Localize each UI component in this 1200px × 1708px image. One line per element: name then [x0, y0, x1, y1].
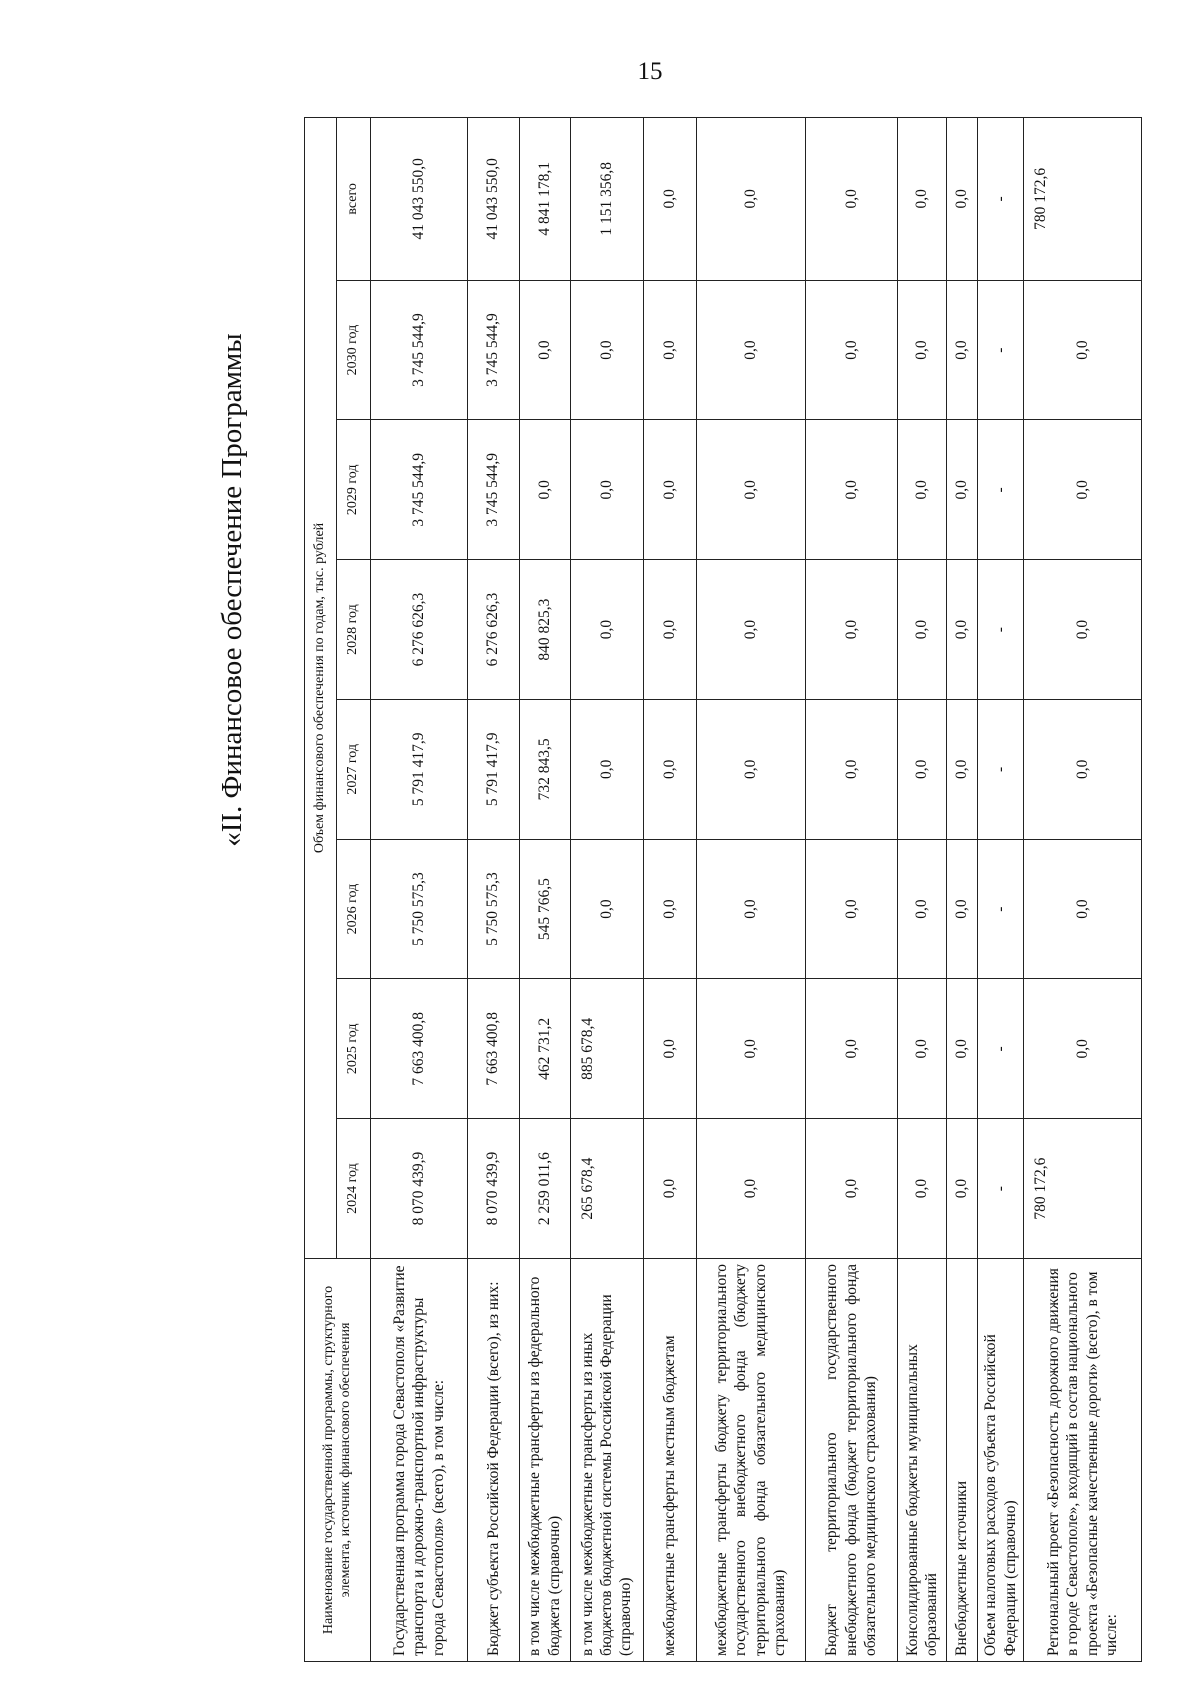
cell-value: 5 791 417,9 — [467, 699, 520, 839]
cell-value: 0,0 — [644, 560, 697, 700]
cell-value: 732 843,5 — [520, 699, 570, 839]
cell-value: 0,0 — [1024, 839, 1142, 979]
cell-value: 0,0 — [946, 699, 978, 839]
table-row — [644, 118, 697, 1662]
cell-value: 0,0 — [570, 699, 644, 839]
row-label: Объем налоговых расходов субъекта Российской Федерации (справочно) — [978, 1258, 1024, 1661]
cell-value: 0,0 — [1024, 979, 1142, 1119]
cell-value: 0,0 — [644, 280, 697, 420]
cell-value: 0,0 — [644, 839, 697, 979]
header-group-title: Объем финансового обеспечения по годам, тыс. рублей — [305, 118, 337, 1259]
cell-value: 0,0 — [570, 560, 644, 700]
cell-value: 0,0 — [898, 699, 946, 839]
row-label: межбюджетные трансферты местным бюджетам — [644, 1258, 697, 1661]
section-title: «II. Финансовое обеспечение Программы — [216, 333, 248, 847]
cell-value: 41 043 550,0 — [467, 118, 520, 281]
cell-value: - — [978, 280, 1024, 420]
header-year-2026: 2026 год — [337, 839, 371, 979]
table-row — [1024, 118, 1142, 1662]
table-row — [696, 118, 805, 1662]
cell-value: 0,0 — [644, 699, 697, 839]
cell-value: - — [978, 1119, 1024, 1259]
cell-value: - — [978, 839, 1024, 979]
header-total: всего — [337, 118, 371, 281]
cell-value: 7 663 400,8 — [371, 979, 468, 1119]
cell-value: 0,0 — [946, 979, 978, 1119]
cell-value: 0,0 — [946, 280, 978, 420]
cell-value: 0,0 — [520, 280, 570, 420]
cell-value: 0,0 — [644, 118, 697, 281]
row-label: Региональный проект «Безопасность дорожного движения в городе Севастополе», входящий в состав национального проекта «Безопасные качественные дороги» (всего), в том числе: — [1024, 1258, 1142, 1661]
cell-value: 0,0 — [696, 839, 805, 979]
table-row — [898, 118, 946, 1662]
cell-value: 0,0 — [805, 280, 897, 420]
row-label: Внебюджетные источники — [946, 1258, 978, 1661]
cell-value: 3 745 544,9 — [371, 420, 468, 560]
cell-value: 0,0 — [696, 1119, 805, 1259]
header-year-2025: 2025 год — [337, 979, 371, 1119]
cell-value: 0,0 — [570, 420, 644, 560]
cell-value: 41 043 550,0 — [371, 118, 468, 281]
cell-value: 6 276 626,3 — [467, 560, 520, 700]
cell-value: - — [978, 560, 1024, 700]
cell-value: 8 070 439,9 — [371, 1119, 468, 1259]
header-year-2028: 2028 год — [337, 560, 371, 700]
table-row — [467, 118, 520, 1662]
header-year-2030: 2030 год — [337, 280, 371, 420]
cell-value: 0,0 — [1024, 420, 1142, 560]
cell-value: 0,0 — [805, 979, 897, 1119]
cell-value: 0,0 — [946, 1119, 978, 1259]
cell-value: 0,0 — [946, 420, 978, 560]
cell-value: 5 791 417,9 — [371, 699, 468, 839]
cell-value: 3 745 544,9 — [467, 280, 520, 420]
cell-value: 2 259 011,6 — [520, 1119, 570, 1259]
cell-value: 840 825,3 — [520, 560, 570, 700]
table-row — [570, 118, 644, 1662]
cell-value: 0,0 — [696, 699, 805, 839]
header-row-group — [305, 118, 337, 1662]
row-label: межбюджетные трансферты бюджету территориального государственного внебюджетного фонда (бюджету территориального фонда обязательного медицинского страхования) — [696, 1258, 805, 1661]
cell-value: 0,0 — [570, 839, 644, 979]
table-row — [978, 118, 1024, 1662]
cell-value: 0,0 — [696, 118, 805, 281]
cell-value: 0,0 — [898, 280, 946, 420]
header-name-column: Наименование государственной программы, структурного элемента, источник финансового обеспечения — [305, 1258, 371, 1661]
cell-value: 0,0 — [644, 979, 697, 1119]
cell-value: 0,0 — [898, 118, 946, 281]
header-year-2027: 2027 год — [337, 699, 371, 839]
cell-value: 780 172,6 — [1024, 1119, 1142, 1259]
cell-value: 0,0 — [696, 420, 805, 560]
cell-value: 6 276 626,3 — [371, 560, 468, 700]
table-row — [520, 118, 570, 1662]
cell-value: 0,0 — [805, 420, 897, 560]
page-number: 15 — [637, 58, 663, 85]
cell-value: 265 678,4 — [570, 1119, 644, 1259]
cell-value: 5 750 575,3 — [467, 839, 520, 979]
cell-value: 0,0 — [1024, 560, 1142, 700]
cell-value: 0,0 — [805, 839, 897, 979]
cell-value: 0,0 — [570, 280, 644, 420]
cell-value: 885 678,4 — [570, 979, 644, 1119]
cell-value: 0,0 — [644, 420, 697, 560]
cell-value: 0,0 — [898, 839, 946, 979]
cell-value: 0,0 — [1024, 280, 1142, 420]
cell-value: 0,0 — [696, 280, 805, 420]
row-label: в том числе межбюджетные трансферты из иных бюджетов бюджетной системы Российской Федерации (справочно) — [570, 1258, 644, 1661]
cell-value: 0,0 — [898, 979, 946, 1119]
cell-value: 0,0 — [805, 560, 897, 700]
cell-value: 0,0 — [1024, 699, 1142, 839]
cell-value: 0,0 — [805, 118, 897, 281]
cell-value: - — [978, 118, 1024, 281]
cell-value: 462 731,2 — [520, 979, 570, 1119]
cell-value: - — [978, 979, 1024, 1119]
cell-value: 0,0 — [696, 560, 805, 700]
cell-value: 3 745 544,9 — [467, 420, 520, 560]
cell-value: 780 172,6 — [1024, 118, 1142, 281]
cell-value: 545 766,5 — [520, 839, 570, 979]
row-label: в том числе межбюджетные трансферты из федерального бюджета (справочно) — [520, 1258, 570, 1661]
row-label: Бюджет территориального государственного внебюджетного фонда (бюджет территориального фонда обязательного медицинского страхования) — [805, 1258, 897, 1661]
row-label: Государственная программа города Севастополя «Развитие транспорта и дорожно-транспортной инфраструктуры города Севастополя» (всего), в том числе: — [371, 1258, 468, 1661]
cell-value: 3 745 544,9 — [371, 280, 468, 420]
table-row — [946, 118, 978, 1662]
cell-value: 0,0 — [946, 839, 978, 979]
row-label: Бюджет субъекта Российской Федерации (всего), из них: — [467, 1258, 520, 1661]
table-row — [371, 118, 468, 1662]
cell-value: 4 841 178,1 — [520, 118, 570, 281]
financing-table — [304, 117, 1142, 1662]
cell-value: - — [978, 420, 1024, 560]
cell-value: 0,0 — [898, 1119, 946, 1259]
cell-value: 0,0 — [696, 979, 805, 1119]
cell-value: - — [978, 699, 1024, 839]
header-year-2029: 2029 год — [337, 420, 371, 560]
cell-value: 7 663 400,8 — [467, 979, 520, 1119]
cell-value: 0,0 — [644, 1119, 697, 1259]
cell-value: 0,0 — [520, 420, 570, 560]
financing-table-container — [304, 117, 1142, 1662]
cell-value: 8 070 439,9 — [467, 1119, 520, 1259]
cell-value: 0,0 — [805, 699, 897, 839]
cell-value: 0,0 — [805, 1119, 897, 1259]
cell-value: 0,0 — [898, 420, 946, 560]
cell-value: 0,0 — [946, 118, 978, 281]
row-label: Консолидированные бюджеты муниципальных образований — [898, 1258, 946, 1661]
table-row — [805, 118, 897, 1662]
cell-value: 1 151 356,8 — [570, 118, 644, 281]
header-year-2024: 2024 год — [337, 1119, 371, 1259]
cell-value: 0,0 — [898, 560, 946, 700]
cell-value: 5 750 575,3 — [371, 839, 468, 979]
cell-value: 0,0 — [946, 560, 978, 700]
